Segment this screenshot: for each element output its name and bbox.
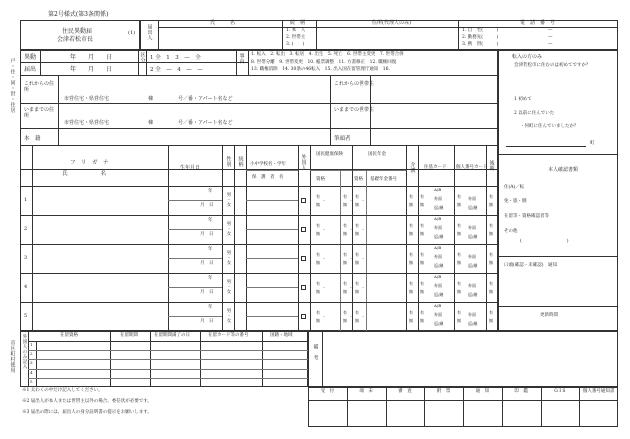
jumin-ab: A/B: [434, 245, 442, 250]
old-municipal: 市営住宅・県営住宅: [64, 120, 110, 126]
note-2: ※2 届出人が本人または世帯主以外の場合、委任状が必要です。: [22, 399, 152, 404]
header-birth: 生年月日: [180, 165, 201, 171]
foreign-row-number: 3: [30, 360, 33, 366]
jiyu-label: 事由: [238, 53, 245, 64]
stamp-col-label: 審 査: [398, 389, 412, 394]
foreign-checkbox[interactable]: [301, 227, 306, 232]
header-sex: 性別: [225, 156, 232, 167]
mu-label: 無: [343, 202, 347, 207]
date-todoke-label: 届出: [24, 66, 37, 73]
jumin-ab: A/B: [434, 274, 442, 279]
stamp-col-label: 附 票: [436, 389, 451, 394]
sex-opt: 男・女: [225, 250, 231, 265]
hoken-mu: 無: [489, 260, 493, 265]
foreign-row-number: 2: [30, 351, 33, 357]
jiyu-line3: 13. 職権消除 14. 30条の46転入 15. 出入国在留管理庁通知 16.: [251, 67, 390, 72]
foreign-col3: 在留期間満了の日: [154, 333, 190, 338]
dot-label: ・: [349, 256, 353, 261]
jumin-mu: 無: [420, 202, 424, 207]
hoken-mu: 無: [489, 231, 493, 236]
ari-label: 有: [316, 310, 320, 315]
mu-label: 無: [316, 202, 320, 207]
biko-box: [308, 331, 618, 387]
birth-md: 月 日: [200, 232, 214, 237]
ari-label: 有: [355, 310, 359, 315]
birth-md: 月 日: [200, 261, 214, 266]
rp-q1: 会津若松市に住むのは初めてですか？: [514, 63, 591, 68]
office-num: (1): [128, 30, 136, 36]
stamp-col-label: 端 末: [359, 389, 373, 394]
mu-label: 無: [343, 318, 347, 323]
date-idou-ymd: 年 月 日: [70, 54, 113, 61]
jumin-henou: 返/継: [434, 292, 444, 297]
foreign-col4: 在留カード等の番号: [208, 333, 249, 338]
row-number: 2: [24, 226, 28, 232]
date-idou-label: 異動: [24, 54, 37, 61]
foreign-row-number: 4: [30, 369, 33, 375]
foreign-col1: 在留資格: [60, 333, 78, 338]
stamps-side-label: 市区町村使用: [9, 340, 16, 373]
jumin-ab: A/B: [434, 187, 442, 192]
birth-year: 年: [208, 305, 213, 310]
ari-label: 有: [316, 194, 320, 199]
jumin-mu: 無: [420, 231, 424, 236]
rp-date-line: 口頭(確認・未確認) 通知: [504, 263, 558, 268]
filer-rel-2: 2. 世帯主: [286, 35, 306, 40]
mu-label: 無: [355, 202, 359, 207]
rp-title: 転入の方のみ: [512, 54, 543, 60]
honseki-label: 本 籍: [24, 136, 41, 142]
jumin-jyouhen: 券面: [434, 225, 442, 230]
note-3: ※3 届出の際には、届出人の身分証明書の提示をお願いします。: [22, 410, 152, 415]
ari-label: 有: [316, 281, 320, 286]
mu-label: 無: [316, 260, 320, 265]
mynumber-mu: 無: [457, 231, 461, 236]
rp-q2: ・何町に住んでいましたか？: [520, 124, 579, 129]
kaigo-mu: 無: [409, 231, 413, 236]
jumin-ari: 有: [420, 223, 424, 228]
form-id: 第2号様式(第3条関係): [48, 11, 109, 18]
filer-phone-2: 2. 勤務先( ): [462, 35, 499, 40]
foreign-col5: 国籍・地域: [270, 333, 293, 338]
kaigo-mu: 無: [409, 318, 413, 323]
header-kokuho-kaku: 資格: [316, 177, 325, 182]
hoken-ari: 有: [489, 310, 493, 315]
jumin-henou: 返/継: [434, 263, 444, 268]
mynumber-ari: 有: [457, 310, 461, 315]
stamp-col-label: 個人番号通知書: [582, 389, 615, 394]
birth-md: 月 日: [200, 319, 214, 324]
hoken-mu: 無: [489, 289, 493, 294]
dot-label: ・: [322, 227, 326, 232]
jumin-jyouhen: 券面: [434, 196, 442, 201]
jumin-henou: 返/継: [434, 205, 444, 210]
biko-label: 備 考: [312, 344, 319, 361]
dot-label: ・: [361, 285, 365, 290]
mu-label: 無: [355, 260, 359, 265]
jumin-ari: 有: [420, 281, 424, 286]
kaigo-ari: 有: [409, 223, 413, 228]
rp-paren: ( ): [520, 239, 569, 244]
ari-label: 有: [355, 252, 359, 257]
rp-doc4: その他: [504, 229, 518, 234]
birth-year: 年: [208, 247, 213, 252]
hoken-ari: 有: [489, 223, 493, 228]
dot-label: ・: [349, 227, 353, 232]
mu-label: 無: [343, 289, 347, 294]
kaigo-mu: 無: [409, 202, 413, 207]
rp-doc2: 免・旅・側: [504, 199, 527, 204]
ari-label: 有: [355, 194, 359, 199]
kubun-label: 区分: [139, 52, 146, 63]
hoken-ari: 有: [489, 252, 493, 257]
mu-label: 無: [343, 260, 347, 265]
filer-col-addr: 住所(代理人のみ): [372, 20, 411, 26]
ari-label: 有: [343, 310, 347, 315]
old-head-label: いままでの世帯主: [334, 107, 375, 113]
sex-opt: 男・女: [225, 279, 231, 294]
kaigo-ari: 有: [409, 252, 413, 257]
dot-label: ・: [322, 314, 326, 319]
rp-machi: 町: [590, 141, 595, 146]
mynumber-henou: 返/継: [468, 263, 478, 268]
ari-label: 有: [355, 281, 359, 286]
mynumber-mu: 無: [457, 202, 461, 207]
mynumber-jyouhen: 券面: [468, 283, 476, 288]
header-kokuho: 国民健康保険: [316, 152, 343, 157]
filer-col-name: 氏 名: [210, 20, 236, 26]
jiyu-line1: 1. 転入 2. 転出 3. 転居 4. 出生 5. 死亡 6. 世帯主変更 7. 世帯合併: [251, 52, 404, 57]
filer-rel-3: 3. ( ): [286, 42, 305, 47]
rp-a2: 2 以前に住んでいた: [514, 111, 555, 116]
mynumber-ari: 有: [457, 194, 461, 199]
dot-label: ・: [361, 314, 365, 319]
row-number: 5: [24, 313, 28, 319]
filer-dash-3: —: [548, 42, 553, 47]
foreign-side: 外国人のみ記入: [21, 334, 27, 369]
dot-label: ・: [322, 256, 326, 261]
hoken-ari: 有: [489, 281, 493, 286]
jumin-ab: A/B: [434, 216, 442, 221]
office-line2: 会津若松市長: [57, 36, 94, 43]
jumin-henou: 返/継: [434, 321, 444, 326]
hoken-mu: 無: [489, 318, 493, 323]
rp-kousin: 更新時間: [540, 313, 558, 318]
rp-honnin: 本人確認書類: [548, 167, 579, 173]
mynumber-henou: 返/継: [468, 292, 478, 297]
mynumber-mu: 無: [457, 289, 461, 294]
jumin-ari: 有: [420, 252, 424, 257]
dot-label: ・: [361, 198, 365, 203]
mynumber-jyouhen: 券面: [468, 312, 476, 317]
mynumber-ari: 有: [457, 223, 461, 228]
ari-label: 有: [343, 223, 347, 228]
mynumber-henou: 返/継: [468, 321, 478, 326]
mynumber-jyouhen: 券面: [468, 196, 476, 201]
mynumber-jyouhen: 券面: [468, 254, 476, 259]
header-kiso: 基礎年金番号: [370, 177, 397, 182]
stamp-col-label: 通 知: [475, 389, 490, 394]
header-nenkin-kaku: 資格: [354, 177, 363, 182]
birth-md: 月 日: [200, 203, 214, 208]
kaigo-ari: 有: [409, 194, 413, 199]
sex-opt: 男・女: [225, 192, 231, 207]
dot-label: ・: [322, 198, 326, 203]
filer-phone-1: 1. 自 宅( ): [462, 28, 499, 33]
dot-label: ・: [361, 256, 365, 261]
filer-col-phone: 電 話 番 号: [520, 20, 556, 26]
jumin-ab: A/B: [434, 303, 442, 308]
hoken-mu: 無: [489, 202, 493, 207]
foreign-row-number: 5: [30, 378, 33, 384]
mynumber-jyouhen: 券面: [468, 225, 476, 230]
foreign-checkbox[interactable]: [301, 285, 306, 290]
foreign-row-number: 1: [30, 342, 33, 347]
header-nenkin: 国民年金: [368, 152, 386, 157]
filer-col-rel: 続 柄: [290, 20, 306, 26]
jumin-mu: 無: [420, 289, 424, 294]
header-furigana: フ リ ガ ナ: [70, 160, 109, 166]
ari-label: 有: [316, 252, 320, 257]
mu-label: 無: [355, 231, 359, 236]
dot-label: ・: [361, 227, 365, 232]
header-jumin: 住基カード: [424, 165, 447, 170]
header-rel: 続柄: [237, 156, 244, 167]
header-kaigo: 介護: [409, 162, 416, 173]
new-municipal: 市営住宅・県営住宅: [64, 96, 110, 102]
ari-label: 有: [343, 252, 347, 257]
filer-label: 届出人: [146, 24, 153, 41]
jumin-mu: 無: [420, 260, 424, 265]
new-head-label: これからの世帯主: [334, 81, 375, 87]
new-bldg: 棟: [148, 96, 154, 102]
filer-phone-3: 3. 携 帯( ): [462, 42, 499, 47]
header-school: 小中学校名・学年: [250, 162, 286, 167]
kaigo-mu: 無: [409, 289, 413, 294]
filer-rel-1: 1. 本 人: [286, 28, 306, 33]
sex-opt: 男・女: [225, 221, 231, 236]
jumin-jyouhen: 券面: [434, 254, 442, 259]
new-address-label: これからの住 所: [24, 81, 60, 93]
mu-label: 無: [316, 318, 320, 323]
ari-label: 有: [343, 281, 347, 286]
ari-label: 有: [355, 223, 359, 228]
old-address-label: いままでの住 所: [24, 107, 60, 119]
jiyu-line2: 8. 世帯分離 9. 世帯変更 10. 帳票調整 11. 方書修正 12. 職権回復: [251, 60, 397, 65]
note-1: ※1 太わくの中だけ記入してください。: [22, 388, 103, 393]
office-line1: 住民異動届: [62, 28, 93, 35]
stamp-col-label: 印 鑑: [514, 389, 528, 394]
mu-label: 無: [316, 289, 320, 294]
birth-year: 年: [208, 218, 213, 223]
kaigo-ari: 有: [409, 281, 413, 286]
mynumber-ari: 有: [457, 252, 461, 257]
hoken-ari: 有: [489, 194, 493, 199]
new-room: 号／番・アパート名など: [178, 96, 233, 102]
address-side-label: 戸・住・同・世・住居: [9, 58, 16, 113]
mu-label: 無: [355, 289, 359, 294]
mu-label: 無: [343, 231, 347, 236]
kaigo-mu: 無: [409, 260, 413, 265]
ari-label: 有: [316, 223, 320, 228]
filer-dash-2: —: [548, 35, 553, 40]
row-number: 3: [24, 255, 28, 261]
old-room: 号／番・アパート名など: [178, 120, 233, 126]
mynumber-mu: 無: [457, 260, 461, 265]
sex-opt: 男・女: [225, 308, 231, 323]
filer-dash-1: —: [548, 28, 553, 33]
dot-label: ・: [349, 285, 353, 290]
jumin-mu: 無: [420, 318, 424, 323]
jumin-jyouhen: 券面: [434, 312, 442, 317]
kubun-opt2: 2 全 — 4 — —: [150, 67, 203, 73]
kubun-opt1: 1 全 1 3 — 全: [150, 55, 201, 61]
hittousha-label: 筆頭者: [334, 136, 351, 142]
rp-doc3: 在留等・資格確認者等: [504, 214, 549, 219]
rp-doc1: 住(A)／転: [504, 185, 525, 190]
header-name: 氏 名: [62, 171, 107, 177]
birth-md: 月 日: [200, 290, 214, 295]
jumin-henou: 返/継: [434, 234, 444, 239]
birth-year: 年: [208, 189, 213, 194]
header-foreign: 外国人: [300, 154, 307, 171]
jumin-ari: 有: [420, 310, 424, 315]
stamp-col-label: 受 付: [320, 389, 335, 394]
ari-label: 有: [343, 194, 347, 199]
old-bldg: 棟: [148, 120, 154, 126]
mu-label: 無: [355, 318, 359, 323]
header-hoken: 後期: [488, 160, 495, 171]
header-guardian: 保 護 者 名: [252, 175, 284, 180]
foreign-checkbox[interactable]: [301, 198, 306, 203]
foreign-col2: 在留期間: [120, 333, 138, 338]
foreign-checkbox[interactable]: [301, 314, 306, 319]
dot-label: ・: [349, 198, 353, 203]
mynumber-mu: 無: [457, 318, 461, 323]
birth-year: 年: [208, 276, 213, 281]
mynumber-henou: 返/継: [468, 205, 478, 210]
rp-a1: 1 初めて: [514, 97, 532, 102]
dot-label: ・: [349, 314, 353, 319]
jumin-ari: 有: [420, 194, 424, 199]
dot-label: ・: [322, 285, 326, 290]
stamp-col-label: G I S: [554, 389, 566, 394]
row-number: 4: [24, 284, 28, 290]
date-todoke-ymd: 年 月 日: [70, 66, 113, 73]
mynumber-ari: 有: [457, 281, 461, 286]
header-mynumber: 個人番号カード: [456, 165, 488, 170]
mynumber-henou: 返/継: [468, 234, 478, 239]
jumin-jyouhen: 券面: [434, 283, 442, 288]
foreign-checkbox[interactable]: [301, 256, 306, 261]
mu-label: 無: [316, 231, 320, 236]
row-number: 1: [24, 197, 28, 203]
kaigo-ari: 有: [409, 310, 413, 315]
